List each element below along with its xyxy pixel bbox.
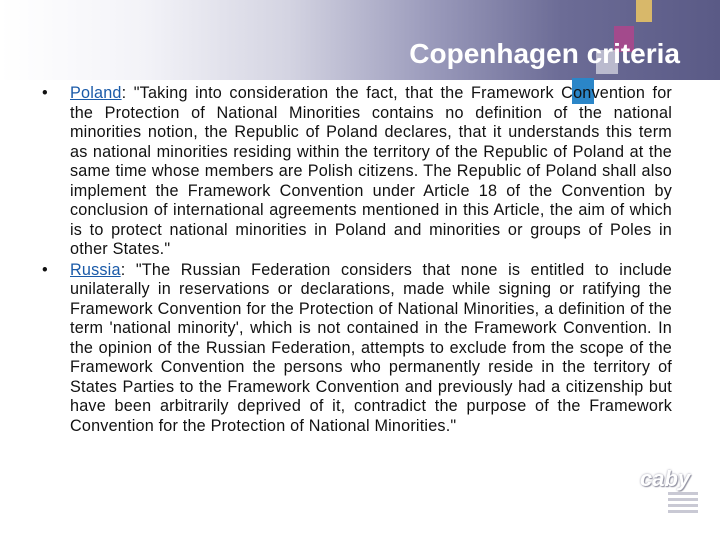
country-link-russia[interactable]: Russia [70,260,121,279]
item-text: : "Taking into consideration the fact, that the Framework Convention for the Protection of National Minorities contains no definition of the national minorities notion, the Republic of Poland declares, that it understands this term as national minorities residing within the territory of the Republic of Poland at the same time whose members are Polish citizens. The Republic of Poland shall also implement the Framework Convention under Article 18 of the Convention by conclusion of international agreements mentioned in this Article, the aim of which is to protect national minorities in Poland and minorities or groups of Poles in other States." [70,84,672,258]
logo-wordmark: caby [640,466,691,491]
country-link-poland[interactable]: Poland [70,84,122,102]
decor-square-gold [636,0,652,22]
bullet-icon: • [42,260,48,279]
slide-content [42,84,672,436]
logo-lines [668,492,698,516]
item-text: : "The Russian Federation considers that none is entitled to include unilaterally in reservations or declarations, made while signing or ratifying the Framework Convention for the Protection of National Minorities, a definition of the term 'national minority', which is not contained in the Framework Convention. In the opinion of the Russian Federation, attempts to exclude from the scope of the Framework Convention the persons who permanently reside in the territory of States Parties to the Framework Convention and previously had a citizenship but have been arbitrarily deprived of it, contradict the purpose of the Framework Convention for the Protection of National Minorities." [70,260,672,435]
publisher-logo-icon [640,462,702,522]
page-title: Copenhagen criteria [409,38,680,69]
list-item [42,84,672,260]
bullet-icon: • [42,84,48,102]
list-item [42,261,672,437]
